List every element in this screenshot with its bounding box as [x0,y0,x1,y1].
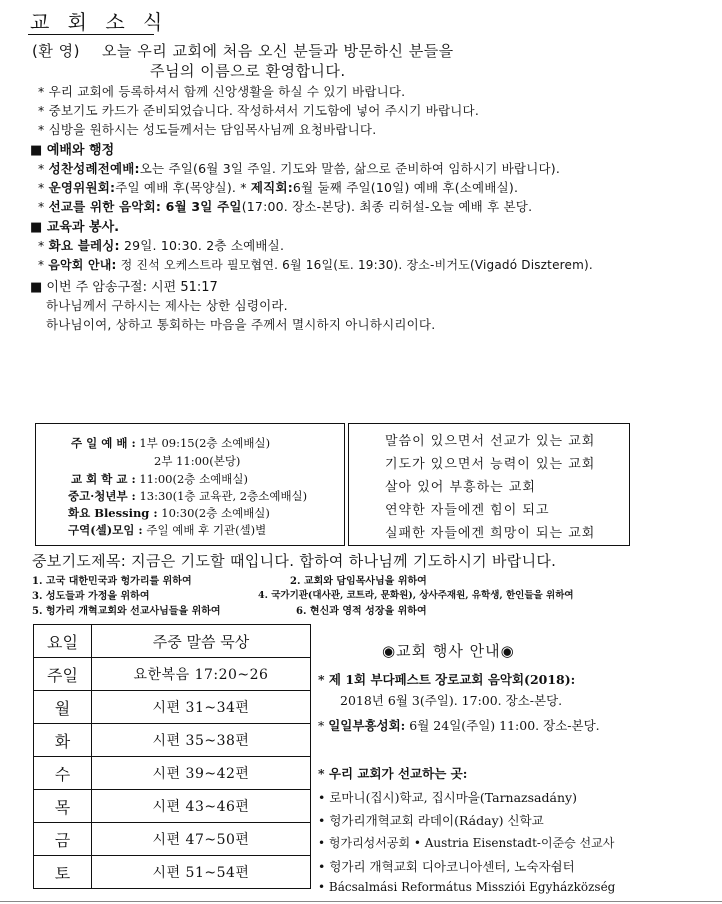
table-cell-reading: 시편 43~46편 [92,790,311,823]
section-heading-worship: ■ 예배와 행정 [30,143,115,158]
table-cell-day: 화 [34,724,92,757]
church-motto-box [348,423,630,546]
schedule-value: 1부 09:15(2층 소예배실) [139,436,271,450]
motto-line: 연약한 자들에겐 힘이 되고 [385,503,550,518]
event-revival: * 일일부흥성회: 6월 24일(주일) 11:00. 장소-본당. [318,718,600,733]
table-cell-reading: 시편 35~38편 [92,724,311,757]
welcome-label: (환 영) [32,42,80,60]
motto-line: 살아 있어 부흥하는 교회 [385,480,536,495]
worship-item-text: 오는 주일(6월 3일 주일. 기도와 말씀, 삶으로 준비하여 임하시기 바랍니다). [139,161,560,176]
worship-item-text: 주일 예배 후(목양실). [115,180,241,195]
schedule-cell [68,522,266,538]
schedule-label: 교 회 학 교 : [71,472,136,486]
title-underline [28,34,154,35]
schedule-value: 주일 예배 후 기관(셀)별 [146,523,267,537]
worship-item-label-2: 제직회: [250,180,293,195]
table-cell-day: 주일 [34,658,92,691]
prayer-item: 2. 교회와 담임목사님을 위하여 [290,576,427,587]
welcome-line-1: 오늘 우리 교회에 처음 오신 분들과 방문하신 분들을 [102,42,454,60]
prayer-item: 1. 고국 대한민국과 헝가리를 위하여 [32,576,192,587]
worship-item-label: 운영위원회: [48,180,116,195]
event-concert: * 제 1회 부다페스트 장로교회 음악회(2018): [318,672,576,687]
education-item-text: 정 진석 오케스트라 필모협연. 6월 16일(토. 19:30). 장소-비거도(Vigadó Diszterem). [120,258,593,272]
mission-item: • 헝가리 개혁교회 디아코니아센터, 노숙자쉼터 [318,859,575,874]
events-title: ◉교회 행사 안내◉ [382,642,515,660]
table-row [34,658,311,691]
schedule-label: 구역(셀)모임 : [68,523,143,537]
schedule-school [71,471,248,487]
table-row [34,724,311,757]
education-item: * 음악회 안내: 정 진석 오케스트라 필모협연. 6월 16일(토. 19:30). 장소-비거도(Vigadó Diszterem). [38,258,593,272]
schedule-worship [71,435,270,451]
prayer-item: 5. 헝가리 개혁교회와 선교사님들을 위하여 [32,606,221,617]
section-heading-text: 예배와 행정 [46,143,115,158]
education-item-text: 29일. 10:30. 2층 소예배실. [123,238,285,253]
motto-line: 실패한 자들에겐 희망이 되는 교회 [385,526,596,541]
motto-line: 기도가 있으면서 능력이 있는 교회 [385,457,596,472]
section-heading-text: 교육과 봉사. [46,220,120,235]
mission-item-text: 헝가리개혁교회 라데이(Ráday) 신학교 [329,813,544,828]
prayer-item: 6. 현신과 영적 성장을 위하여 [296,606,427,617]
table-cell-day: 금 [34,823,92,856]
section-heading-education: ■ 교육과 봉사. [30,220,120,235]
mission-item: • 헝가리성서공회 • Austria Eisenstadt-이준승 선교사 [318,836,615,850]
schedule-worship-2: 2부 11:00(본당) [154,454,241,468]
worship-item-label: 선교를 위한 음악회: 6월 3일 주일 [48,199,242,214]
table-cell-day: 월 [34,691,92,724]
memory-verse-heading-text: 이번 주 암송구절: 시편 51:17 [46,280,218,295]
bottom-divider [0,901,722,902]
mission-item: • 헝가리개혁교회 라데이(Ráday) 신학교 [318,813,544,828]
mission-item-text: 로마니(집시)학교, 집시마을(Tarnazsadány) [329,790,577,805]
notice-text: 중보기도 카드가 준비되었습니다. 작성하셔서 기도함에 넣어 주시기 바랍니다. [48,103,479,118]
table-cell-reading: 시편 47~50편 [92,823,311,856]
prayer-item: 4. 국가기관(대사관, 코트라, 문화원), 상사주재원, 유학생, 한인들을 위하여 [258,590,574,601]
event-concert-label: 제 1회 부다페스트 장로교회 음악회(2018): [328,672,576,687]
bible-reading-table [33,624,311,889]
worship-schedule-box [35,423,345,546]
schedule-value: 11:00(2층 소예배실) [139,472,248,486]
worship-item-text-2: 6월 둘째 주일(10일) 예배 후(소예배실). [292,180,519,195]
schedule-label: 주 일 예 배 : [71,436,136,450]
table-cell-reading: 시편 39~42편 [92,757,311,790]
worship-item: * 운영위원회:주일 예배 후(목양실). * 제직회:6월 둘째 주일(10일) 예배 후(소예배실). [38,180,519,195]
schedule-value: 10:30(2층 소예배실) [161,506,270,520]
table-header-reading: 주중 말씀 묵상 [92,625,311,658]
mission-item-text: 헝가리 개혁교회 디아코니아센터, 노숙자쉼터 [329,859,575,874]
table-row [34,856,311,889]
event-revival-label: 일일부흥성회: [328,718,406,733]
education-item-label: 화요 블레싱: [48,238,120,253]
mission-item-text: 헝가리성서공회 • Austria Eisenstadt-이준승 선교사 [328,836,615,850]
schedule-label: 중고·청년부 : [68,489,136,503]
table-row [34,691,311,724]
event-revival-detail: 6월 24일(주일) 11:00. 장소-본당. [409,718,600,733]
schedule-label: 화요 Blessing : [68,506,158,520]
schedule-value: 13:30(1층 교육관, 2층소예배실) [139,489,308,503]
memory-verse-line-2: 하나님이여, 상하고 통회하는 마음을 주께서 멸시하지 아니하시리이다. [46,317,436,332]
table-cell-day: 목 [34,790,92,823]
prayer-title: 중보기도제목: 지금은 기도할 때입니다. 합하여 하나님께 기도하시기 바랍니다. [32,552,557,570]
education-item-label: 음악회 안내: [48,258,117,272]
motto-line: 말씀이 있으면서 선교가 있는 교회 [385,434,596,449]
mission-heading: * 우리 교회가 선교하는 곳: [318,766,468,781]
event-concert-detail: 2018년 6월 3(주일). 17:00. 장소-본당. [340,693,563,708]
notice-item: * 심방을 원하시는 성도들께서는 담임목사님께 요청바랍니다. [38,122,377,137]
table-cell-day: 수 [34,757,92,790]
table-cell-reading: 시편 31~34편 [92,691,311,724]
memory-verse-line-1: 하나님께서 구하시는 제사는 상한 심령이라. [46,298,288,313]
notice-item: * 우리 교회에 등록하셔서 함께 신앙생활을 하실 수 있기 바랍니다. [38,84,406,99]
notice-text: 심방을 원하시는 성도들께서는 담임목사님께 요청바랍니다. [48,122,377,137]
mission-item: • Bácsalmási Református Missziói Egyházközség [318,880,616,894]
schedule-youth [68,488,307,504]
worship-item: * 선교를 위한 음악회: 6월 3일 주일(17:00. 장소-본당). 최종 리허설-오늘 예배 후 본당. [38,199,533,214]
table-cell-day: 토 [34,856,92,889]
welcome-line-2: 주님의 이름으로 환영합니다. [150,62,346,80]
education-item: * 화요 블레싱: 29일. 10:30. 2층 소예배실. [38,238,285,253]
prayer-item: 3. 성도들과 가정을 위하여 [32,591,150,602]
schedule-blessing [68,505,270,521]
page-title: 교 회 소 식 [30,10,169,34]
table-row [34,823,311,856]
mission-item-text: Bácsalmási Református Missziói Egyházközség [328,880,616,894]
mission-item: • 로마니(집시)학교, 집시마을(Tarnazsadány) [318,790,577,805]
table-cell-reading: 요한복음 17:20~26 [92,658,311,691]
table-row [34,790,311,823]
memory-verse-heading: ■ 이번 주 암송구절: 시편 51:17 [30,280,218,295]
table-row [34,757,311,790]
notice-item: * 중보기도 카드가 준비되었습니다. 작성하셔서 기도함에 넣어 주시기 바랍니다. [38,103,479,118]
notice-text: 우리 교회에 등록하셔서 함께 신앙생활을 하실 수 있기 바랍니다. [48,84,406,99]
worship-item-text: (17:00. 장소-본당). 최종 리허설-오늘 예배 후 본당. [241,199,533,214]
worship-item: * 성찬성례전예배:오는 주일(6월 3일 주일. 기도와 말씀, 삶으로 준비하여 임하시기 바랍니다). [38,161,560,176]
table-header-day: 요일 [34,625,92,658]
table-cell-reading: 시편 51~54편 [92,856,311,889]
mission-heading-text: 우리 교회가 선교하는 곳: [328,766,468,781]
table-header-row [34,625,311,658]
worship-item-label: 성찬성례전예배: [48,161,140,176]
